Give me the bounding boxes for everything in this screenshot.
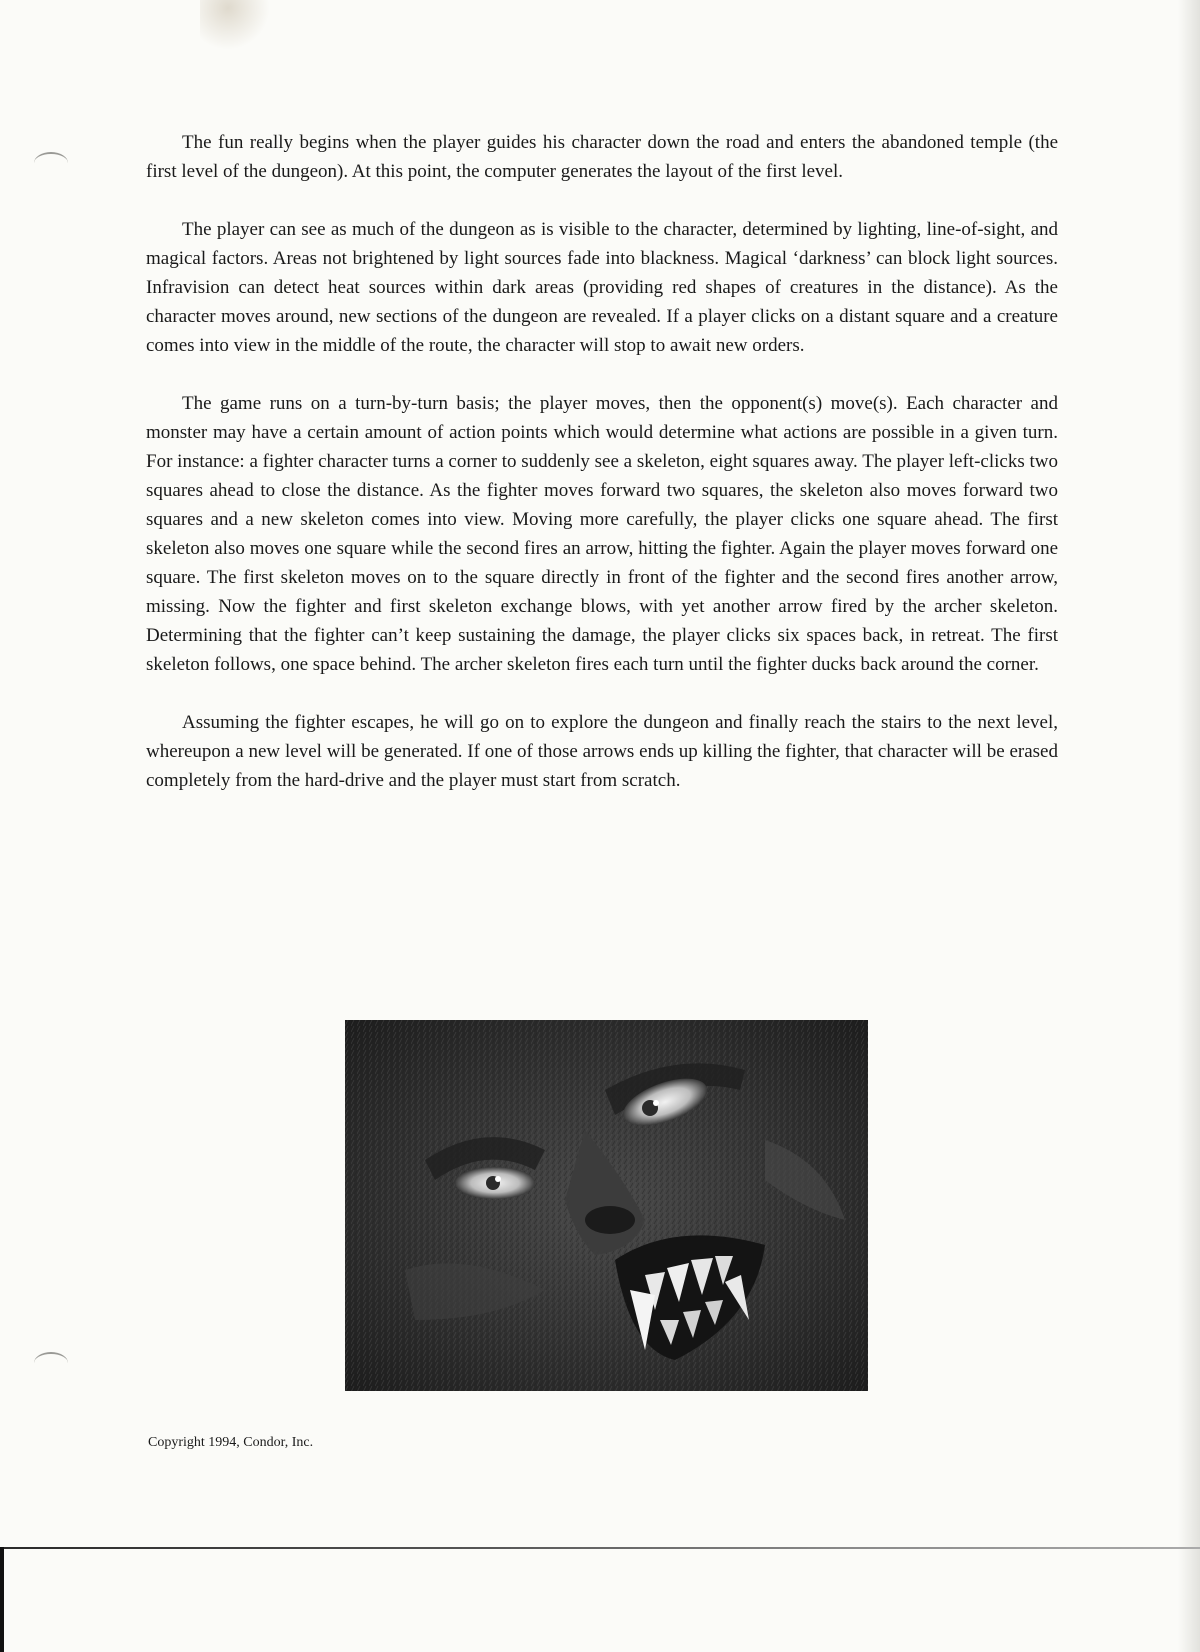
scan-edge-mark — [0, 1547, 4, 1652]
copyright-notice: Copyright 1994, Condor, Inc. — [148, 1435, 314, 1450]
paragraph-4: Assuming the fighter escapes, he will go on to explore the dungeon and finally reach the stairs to the next level, whereupon a new level will be generated. If one of those arrows ends up killing the fighter, that character will be erased completely from the hard-drive and the player must start from scratch. — [146, 712, 1058, 791]
punch-hole-mark — [34, 1352, 68, 1374]
monster-face-image — [345, 1020, 868, 1391]
monster-face-illustration — [345, 1020, 868, 1391]
paragraph-2: The player can see as much of the dungeon as is visible to the character, determined by lighting, line-of-sight, and magical factors. Areas not brightened by light sources fade into blackness. Magical ‘darkness’ can block light sources. Infravision can detect heat sources within dark areas (providing red shapes of creatures in the distance). As the character moves around, new sections of the dungeon are revealed. If a player clicks on a distant square and a creature comes into view in the middle of the route, the character will stop to await new orders. — [146, 219, 1058, 356]
paragraph-1: The fun really begins when the player guides his character down the road and enters the abandoned temple (the first level of the dungeon). At this point, the computer generates the layout of the first level. — [146, 132, 1058, 182]
page-edge-shadow — [1178, 0, 1200, 1652]
paragraph-3: The game runs on a turn-by-turn basis; the player moves, then the opponent(s) move(s). Each character and monster may have a certain amount of action points which would determine what actions are possible in a given turn. For instance: a fighter character turns a corner to suddenly see a skeleton, eight squares away. The player left-clicks two squares ahead to close the distance. As the fighter moves forward two squares, the skeleton also moves forward two squares and a new skeleton comes into view. Moving more carefully, the player clicks one square ahead. The first skeleton also moves one square while the second fires an arrow, hitting the fighter. Again the player moves forward one square. The first skeleton moves on to the square directly in front of the fighter and the second fires another arrow, missing. Now the fighter and first skeleton exchange blows, with yet another arrow fired by the archer skeleton. Determining that the fighter can’t keep sustaining the damage, the player clicks six spaces back, in retreat. The first skeleton follows, one space behind. The archer skeleton fires each turn until the fighter ducks back around the corner. — [146, 393, 1058, 675]
punch-hole-mark — [34, 152, 68, 174]
body-text — [146, 128, 1058, 824]
paper-fold-shadow — [200, 0, 270, 50]
scan-divider-line — [0, 1547, 1200, 1549]
